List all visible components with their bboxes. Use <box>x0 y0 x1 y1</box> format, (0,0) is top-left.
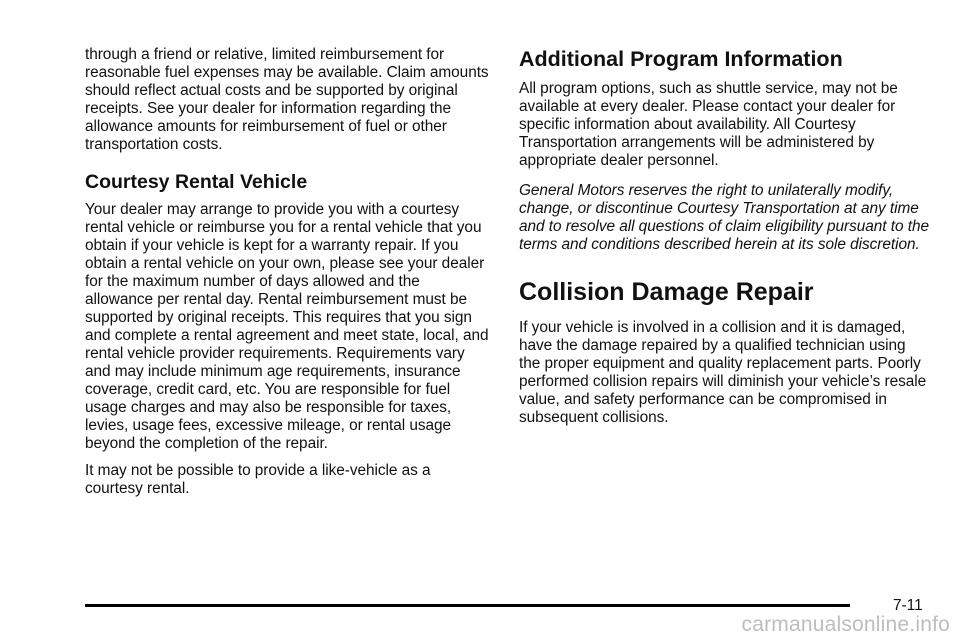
courtesy-rental-paragraph-1: Your dealer may arrange to provide you with a courtesy rental vehicle or reimburse you for a rental vehicle that you obtain if your vehicle is kept for a warranty repair. If you obtain a rental vehicle on your own, please see your dealer for the maximum number of days allowed and the allowance per rental day. Rental reimbursement must be supported by original receipts. This requires that you sign and complete a rental agreement and meet state, local, and rental vehicle provider requirements. Requirements vary and may include minimum age requirements, insurance coverage, credit card, etc. You are responsible for fuel usage charges and may also be responsible for taxes, levies, usage fees, excessive mileage, or rental usage beyond the completion of the repair. <box>85 201 489 452</box>
courtesy-rental-paragraph-2: It may not be possible to provide a like-vehicle as a courtesy rental. <box>85 462 431 497</box>
courtesy-rental-heading: Courtesy Rental Vehicle <box>85 171 308 193</box>
disclaimer-paragraph: General Motors reserves the right to unilaterally modify, change, or discontinue Courtesy Transportation at any time and to resolve all questions of claim eligibility pursuant to the terms and conditions described herein at its sole discretion. <box>519 182 929 253</box>
collision-repair-heading: Collision Damage Repair <box>519 278 814 306</box>
additional-program-paragraph: All program options, such as shuttle service, may not be available at every dealer. Please contact your dealer for specific information about availability. All Courtesy Transportation arrangements will be administered by appropriate dealer personnel. <box>519 80 898 169</box>
continuation-paragraph: through a friend or relative, limited reimbursement for reasonable fuel expenses may be available. Claim amounts should reflect actual costs and be supported by original receipts. See your dealer for information regarding the allowance amounts for reimbursement of fuel or other transportation costs. <box>85 46 489 153</box>
watermark: carmanualsonline.info <box>741 613 950 636</box>
footer-rule <box>85 604 850 607</box>
left-column <box>85 46 490 498</box>
page-number: 7-11 <box>893 597 923 614</box>
collision-repair-paragraph: If your vehicle is involved in a collision and it is damaged, have the damage repaired by a qualified technician using the proper equipment and quality replacement parts. Poorly performed collision repairs will diminish your vehicle’s resale value, and safety performance can be compromised in subsequent collisions. <box>519 319 927 426</box>
right-column <box>519 46 929 427</box>
additional-program-heading: Additional Program Information <box>519 47 843 71</box>
